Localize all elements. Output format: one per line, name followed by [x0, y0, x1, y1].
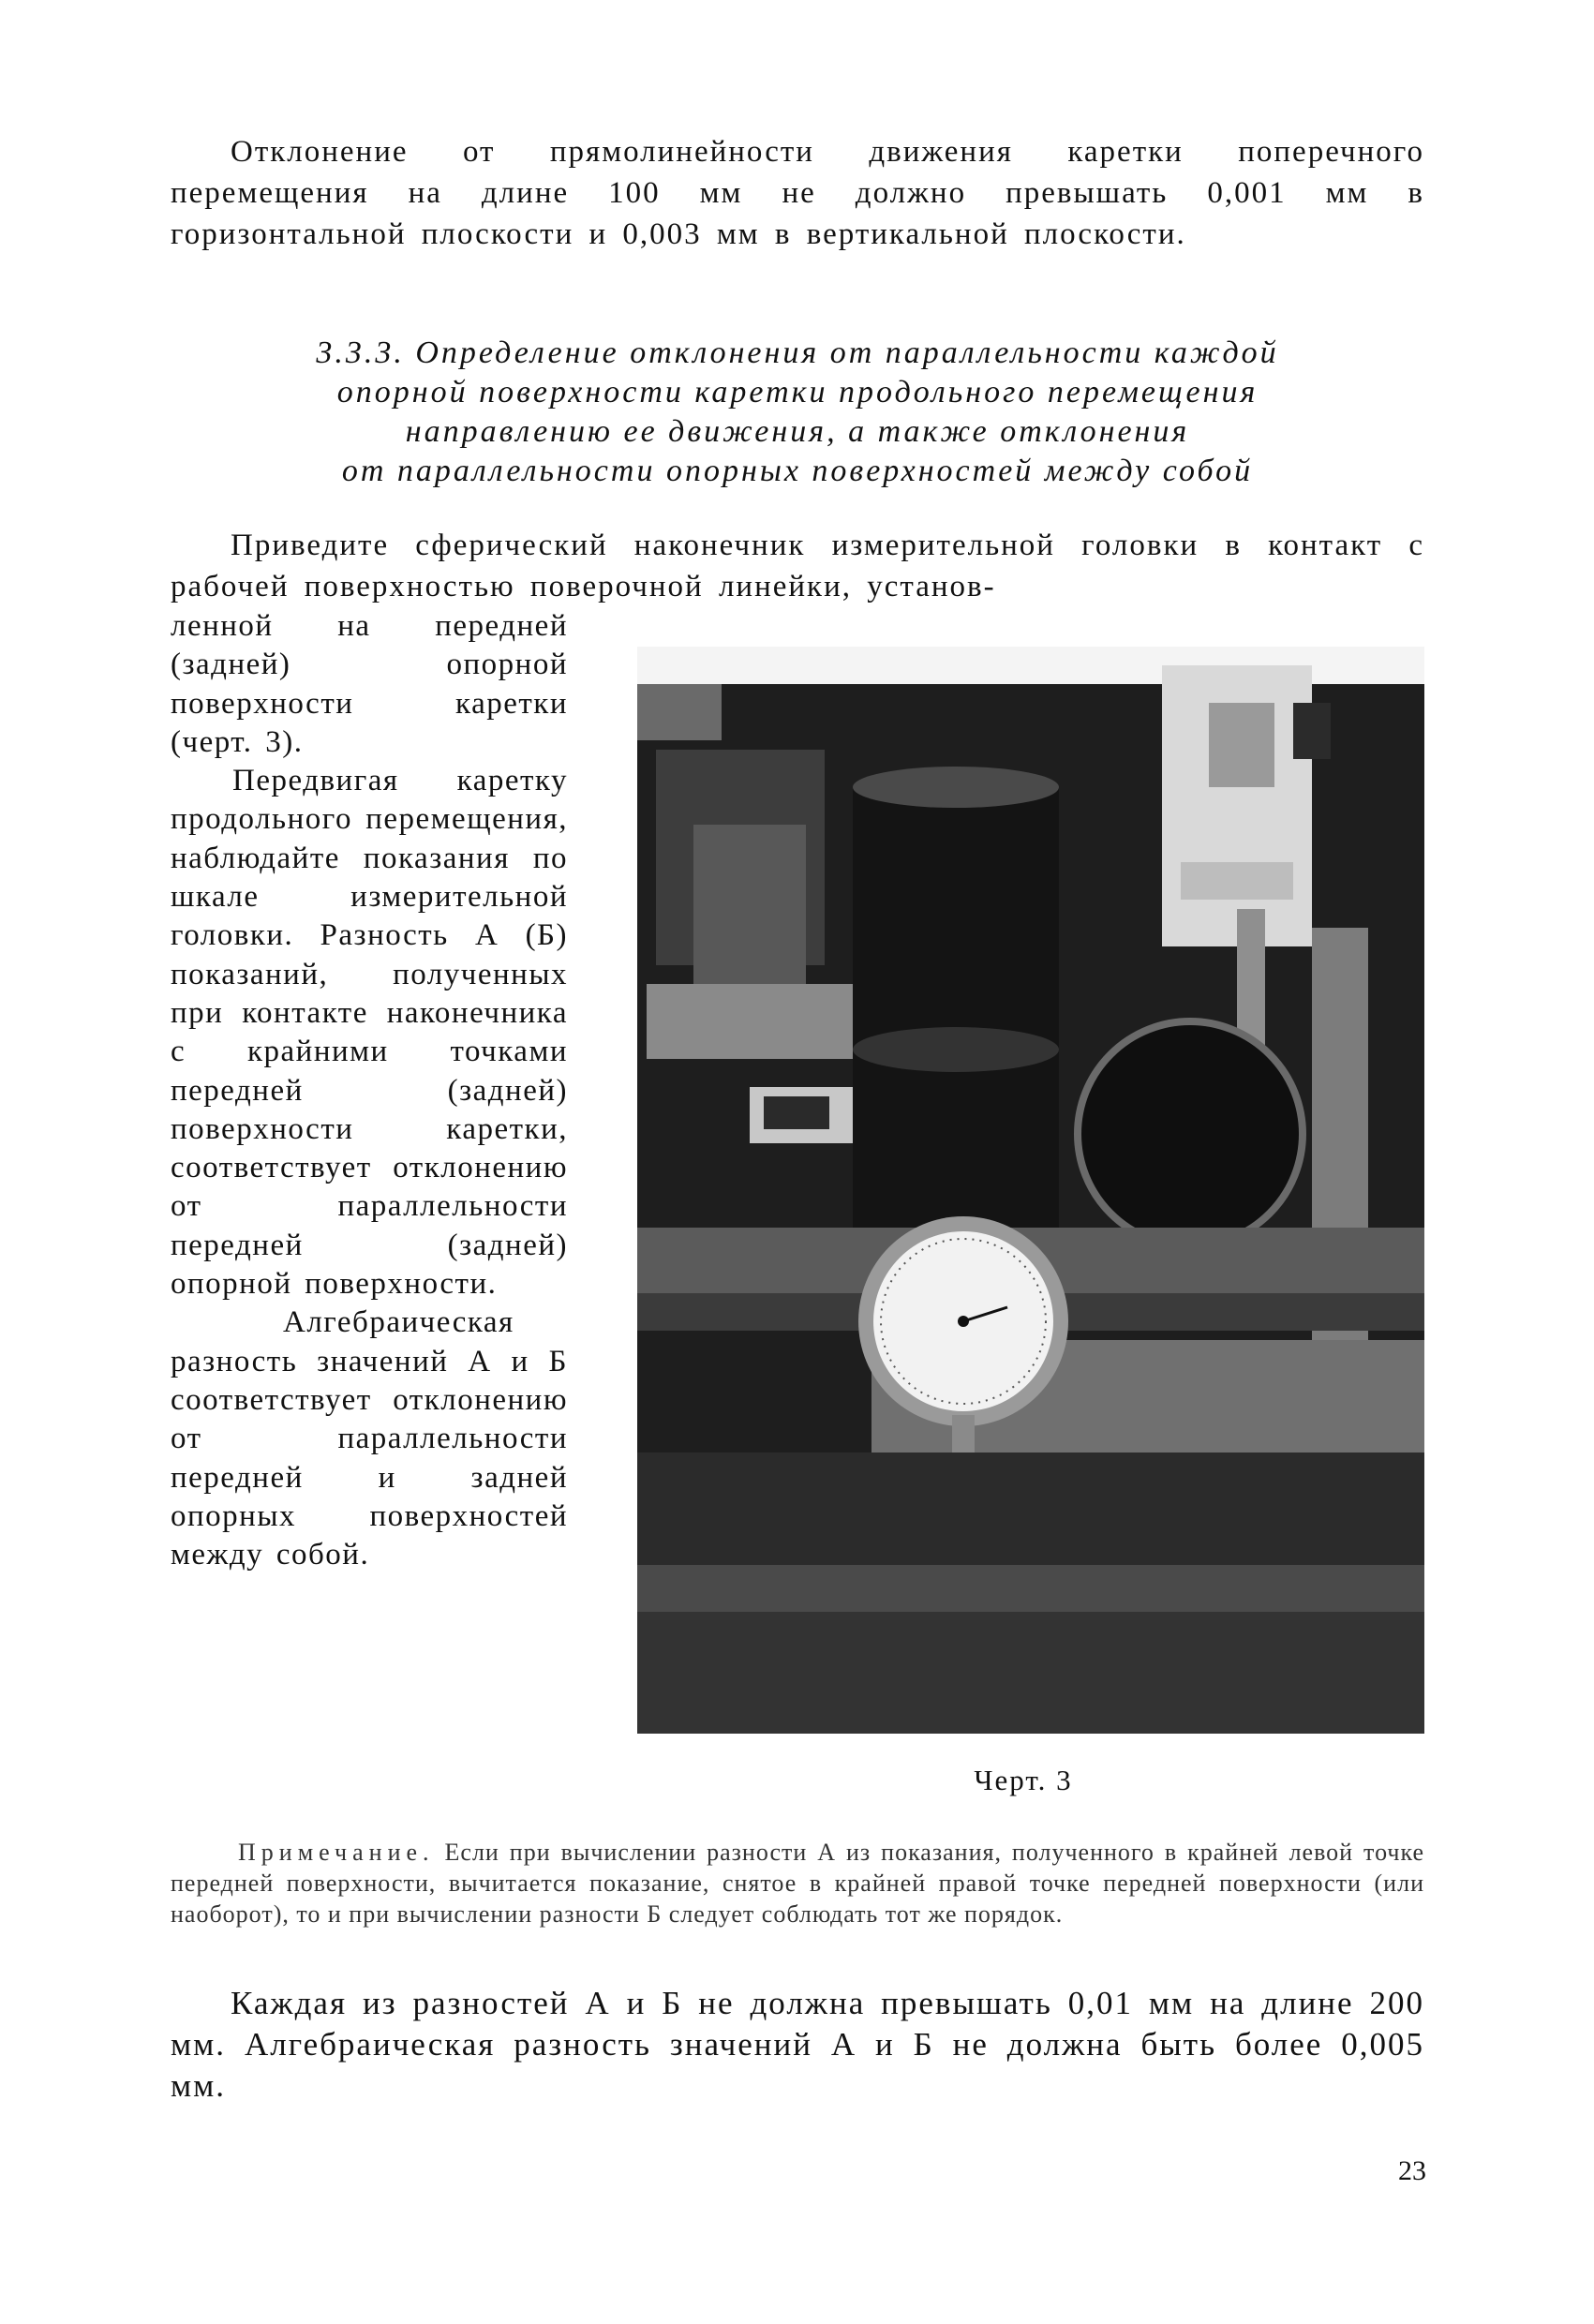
left-text-column: [171, 607, 568, 1574]
paragraph-instruction: Приведите сферический наконечник измерительной головки в контакт с рабочей поверхностью поверочной линейки, установ-: [171, 529, 1424, 603]
note-paragraph: [171, 1837, 1424, 1929]
paragraph-tolerance: Каждая из разностей А и Б не должна превышать 0,01 мм на длине 200 мм. Алгебраическая разность значений А и Б не должна быть более 0,005 мм.: [171, 1985, 1424, 2104]
paragraph-instruction-continued: ленной на передней (задней) опорной поверхности каретки (черт. 3).: [171, 609, 568, 759]
paragraph-algebraic-difference: Алгебраическая разность значений А и Б соответствует отклонению от параллельности передней и задней опорных поверхностей между собой.: [171, 1305, 568, 1572]
paragraph-procedure: Передвигая каретку продольного перемещения, наблюдайте показания по шкале измерительной головки. Разность А (Б) показаний, полученных при контакте наконечника с крайними точками передней (задней) поверхности каретки, соответствует отклонению от параллельности передней (задней) опорной поверхности.: [171, 764, 568, 1302]
page-number: 23: [1398, 2155, 1426, 2186]
heading-line-3: направлению ее движения, а также отклонения: [405, 414, 1190, 449]
heading-line-4: от параллельности опорных поверхностей между собой: [341, 454, 1254, 488]
figure-photo-measuring-setup: [637, 647, 1424, 1734]
heading-line-1: 3.3.3. Определение отклонения от параллельности каждой: [316, 335, 1279, 370]
paragraph-straightness: Отклонение от прямолинейности движения каретки поперечного перемещения на длине 100 мм не должно превышать 0,001 мм в горизонтальной плоскости и 0,003 мм в вертикальной плоскости.: [171, 135, 1424, 251]
figure-caption: Черт. 3: [974, 1764, 1073, 1796]
heading-line-2: опорной поверхности каретки продольного перемещения: [336, 375, 1259, 410]
section-heading: [171, 334, 1424, 491]
note-lead: Примечание.: [238, 1839, 435, 1866]
note-text: Если при вычислении разности А из показания, полученного в крайней левой точке передней поверхности, вычитается показание, снятое в крайней правой точке передней поверхности (или наоборот), то и при вычислении разности Б следует соблюдать тот же порядок.: [171, 1839, 1425, 1928]
photo-illustration: [637, 647, 1424, 1734]
